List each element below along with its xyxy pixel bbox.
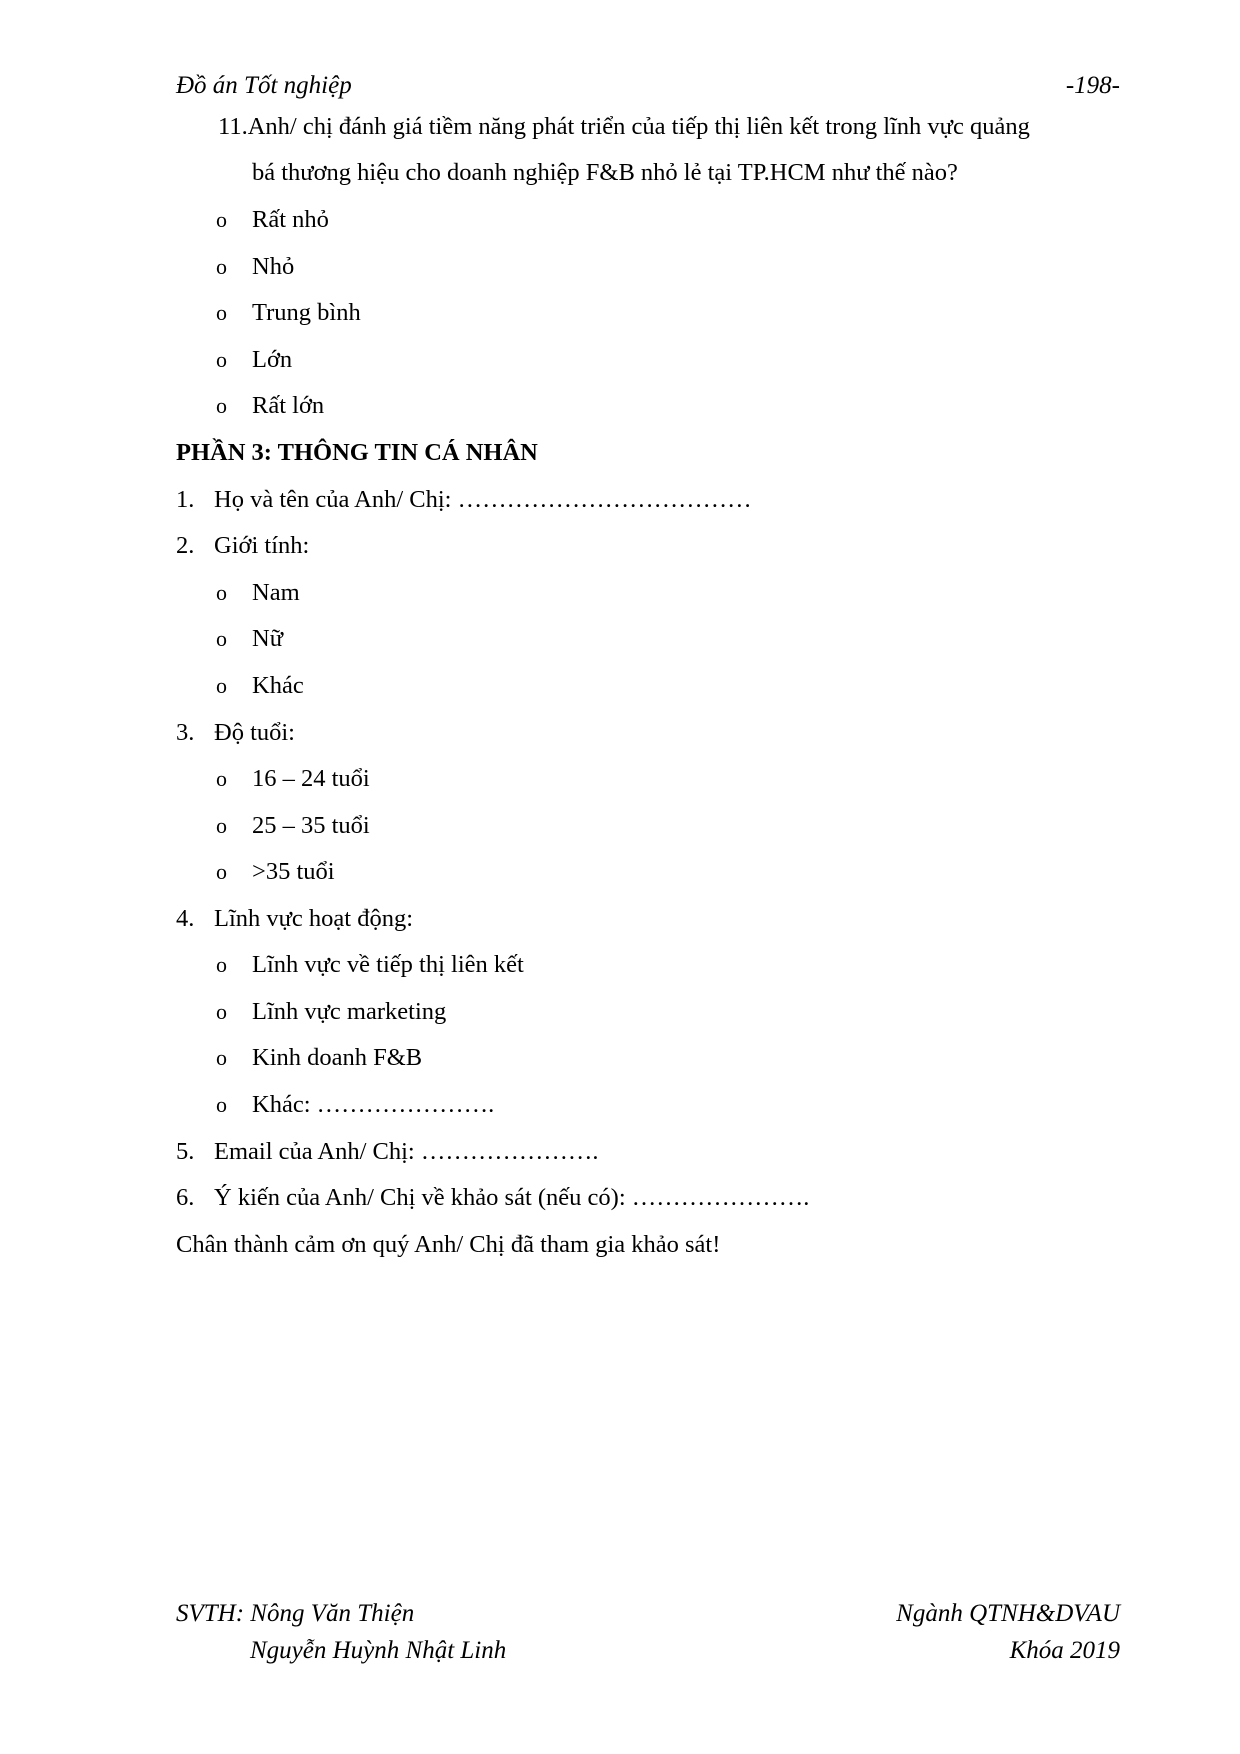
item-4-number: 4. [176,905,195,932]
footer-cohort: Khóa 2019 [1009,1637,1120,1664]
option-age-over-35: >35 tuổi [252,858,335,885]
question-11-line1 [218,112,1030,142]
header-title: Đồ án Tốt nghiệp [176,72,352,99]
name-field: Họ và tên của Anh/ Chị: ……………………………… [214,486,752,513]
section-title: PHẦN 3: THÔNG TIN CÁ NHÂN [176,439,538,466]
bullet-icon: o [216,207,227,232]
closing-text: Chân thành cảm ơn quý Anh/ Chị đã tham gia khảo sát! [176,1231,721,1258]
option-fnb-business: Kinh doanh F&B [252,1044,423,1071]
bullet-icon: o [216,626,227,651]
option-small: Nhỏ [252,253,295,280]
option-marketing: Lĩnh vực marketing [252,998,447,1025]
bullet-icon: o [216,673,227,698]
bullet-icon: o [216,952,227,977]
bullet-icon: o [216,580,227,605]
option-other-field: Khác: …………………. [252,1091,495,1118]
bullet-icon: o [216,999,227,1024]
bullet-icon: o [216,254,227,279]
item-1-number: 1. [176,486,195,513]
item-5-number: 5. [176,1138,195,1165]
option-female: Nữ [252,625,283,652]
option-male: Nam [252,579,300,606]
item-3-number: 3. [176,719,195,746]
option-very-large: Rất lớn [252,392,325,419]
footer-second-student: Nguyễn Huỳnh Nhật Linh [250,1637,507,1664]
age-label: Độ tuổi: [214,719,295,746]
option-other-gender: Khác [252,672,304,699]
question-11-line2: bá thương hiệu cho doanh nghiệp F&B nhỏ lẻ tại TP.HCM như thế nào? [252,159,958,186]
option-age-25-35: 25 – 35 tuổi [252,812,370,839]
option-age-16-24: 16 – 24 tuổi [252,765,370,792]
bullet-icon: o [216,300,227,325]
option-large: Lớn [252,346,293,373]
footer-major: Ngành QTNH&DVAU [896,1600,1120,1627]
email-field: Email của Anh/ Chị: …………………. [214,1138,599,1165]
field-label: Lĩnh vực hoạt động: [214,905,414,932]
option-very-small: Rất nhỏ [252,206,329,233]
bullet-icon: o [216,1045,227,1070]
footer-svth: SVTH: Nông Văn Thiện [176,1600,415,1627]
item-6-number: 6. [176,1184,195,1211]
bullet-icon: o [216,347,227,372]
page-number: -198- [1065,72,1120,99]
bullet-icon: o [216,766,227,791]
question-text: Anh/ chị đánh giá tiềm năng phát triển của tiếp thị liên kết trong lĩnh vực quảng [247,113,1030,140]
bullet-icon: o [216,393,227,418]
feedback-field: Ý kiến của Anh/ Chị về khảo sát (nếu có): …………………. [214,1184,810,1211]
question-number: 11. [218,113,248,140]
bullet-icon: o [216,813,227,838]
option-medium: Trung bình [252,299,361,326]
bullet-icon: o [216,1092,227,1117]
bullet-icon: o [216,859,227,884]
gender-label: Giới tính: [214,532,310,559]
option-affiliate-marketing: Lĩnh vực về tiếp thị liên kết [252,951,524,978]
item-2-number: 2. [176,532,195,559]
